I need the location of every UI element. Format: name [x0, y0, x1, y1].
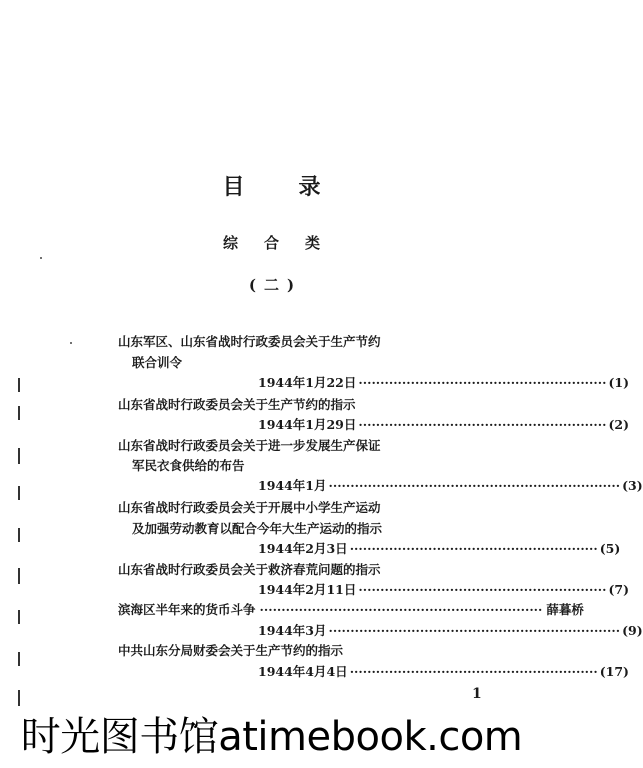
toc-entry-date: 1944年4月4日 [258, 664, 348, 679]
leader-dots: ························································· [358, 375, 607, 390]
leader-dots: ································································· [259, 602, 543, 617]
toc-entry-title[interactable]: 滨海区半年来的货币斗争 [118, 602, 256, 617]
toc-entry-date: 1944年1月29日 [258, 417, 357, 432]
page-title: 目录 [222, 174, 375, 200]
toc-entry-date: 1944年3月 [258, 623, 327, 638]
toc-entry-title-cont[interactable]: 及加强劳动教育以配合今年大生产运动的指示 [132, 521, 383, 536]
leader-dots: ··································································· [328, 478, 621, 493]
toc-entry-date-line [258, 664, 629, 680]
toc-entry-page[interactable]: (7) [608, 582, 629, 597]
toc-entry-page[interactable]: (17) [599, 664, 629, 679]
toc-entry-page[interactable]: (9) [622, 623, 643, 638]
leader-dots: ························································· [358, 417, 607, 432]
page-number: 1 [472, 686, 482, 702]
toc-entry-date-line [258, 417, 629, 433]
toc-entry-title[interactable]: 山东省战时行政委员会关于进一步发展生产保证 [118, 438, 381, 453]
toc-entry-date: 1944年1月 [258, 478, 327, 493]
toc-entry-date: 1944年1月22日 [258, 375, 357, 390]
scan-margin-marks [18, 378, 20, 708]
toc-entry-title[interactable]: 山东省战时行政委员会关于救济春荒问题的指示 [118, 562, 381, 577]
toc-entry-date: 1944年2月3日 [258, 541, 348, 556]
toc-entry-page[interactable]: (3) [622, 478, 643, 493]
toc-entry-date-line [258, 478, 643, 494]
leader-dots: ························································· [349, 664, 598, 679]
toc-entry-page[interactable]: (5) [599, 541, 621, 556]
toc-entry-page[interactable]: (2) [608, 417, 629, 432]
leader-dots: ························································· [349, 541, 598, 556]
toc-entry-title-cont[interactable]: 联合训令 [132, 355, 183, 370]
toc-entry-title-cont[interactable]: 军民衣食供给的布告 [132, 458, 245, 473]
toc-entry-date-line [258, 375, 629, 391]
toc-entry-title-line[interactable] [118, 602, 584, 618]
watermark-text: 时光图书馆atimebook.com [20, 714, 523, 760]
category-heading: 综合类 [222, 234, 346, 252]
scan-speck [40, 257, 42, 259]
toc-entry-author: 薛暮桥 [546, 602, 584, 617]
leader-dots: ··································································· [328, 623, 621, 638]
toc-entry-date-line [258, 582, 629, 598]
toc-entry-title[interactable]: 山东省战时行政委员会关于生产节约的指示 [118, 397, 356, 412]
scan-speck [70, 342, 72, 344]
toc-entry-title[interactable]: 中共山东分局财委会关于生产节约的指示 [118, 643, 344, 658]
toc-entry-title[interactable]: 山东军区、山东省战时行政委员会关于生产节约 [118, 334, 381, 349]
toc-entry-title[interactable]: 山东省战时行政委员会关于开展中小学生产运动 [118, 500, 381, 515]
toc-entry-date: 1944年2月11日 [258, 582, 357, 597]
toc-entry-page[interactable]: (1) [608, 375, 629, 390]
leader-dots: ························································· [358, 582, 607, 597]
toc-entry-date-line [258, 623, 643, 639]
section-heading: (二) [248, 276, 303, 294]
toc-entry-date-line [258, 541, 621, 557]
